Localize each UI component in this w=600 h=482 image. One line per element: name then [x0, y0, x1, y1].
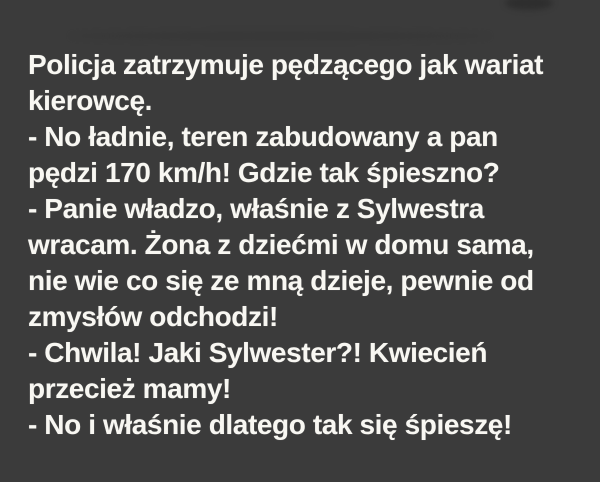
- joke-text-block: [28, 47, 580, 443]
- top-artifact-smudge: [505, 0, 553, 10]
- joke-line: - Panie władzo, właśnie z Sylwestra: [28, 193, 484, 224]
- joke-line: przecież mamy!: [28, 373, 231, 404]
- joke-line: kierowcę.: [28, 85, 153, 116]
- joke-line: - No i właśnie dlatego tak się śpieszę!: [28, 409, 512, 440]
- joke-line: wracam. Żona z dziećmi w domu sama,: [28, 229, 534, 260]
- joke-line: - Chwila! Jaki Sylwester?! Kwiecień: [28, 337, 488, 368]
- joke-line: nie wie co się ze mną dzieje, pewnie od: [28, 265, 534, 296]
- joke-line: pędzi 170 km/h! Gdzie tak śpieszno?: [28, 157, 500, 188]
- joke-line: zmysłów odchodzi!: [28, 301, 278, 332]
- joke-line: Policja zatrzymuje pędzącego jak wariat: [28, 49, 544, 80]
- top-artifact-smudge: [70, 32, 490, 40]
- joke-line: - No ładnie, teren zabudowany a pan: [28, 121, 498, 152]
